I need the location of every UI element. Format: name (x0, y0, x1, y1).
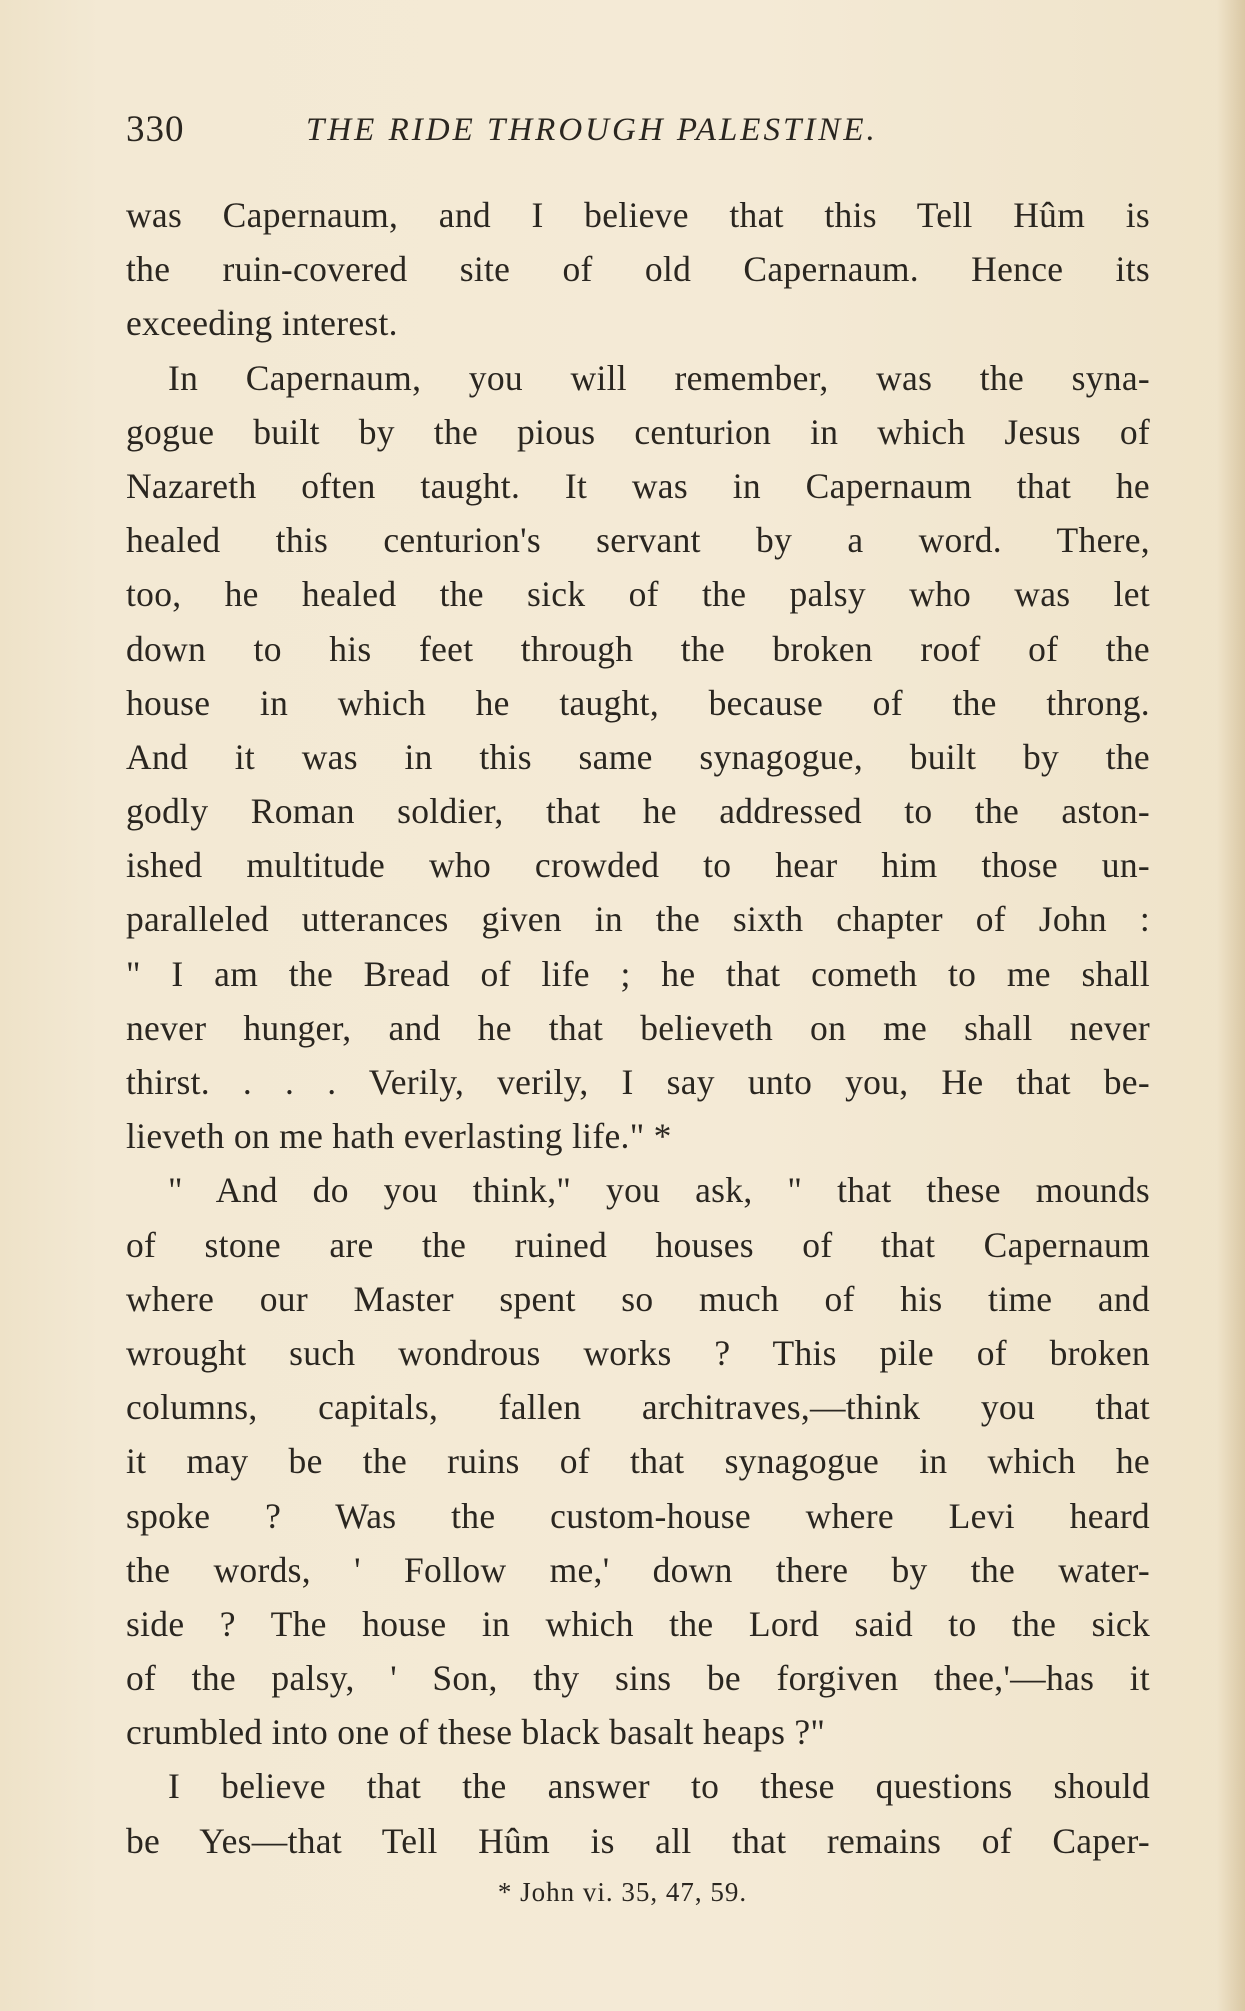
text-line: never hunger, and he that believeth on me shall never (126, 1007, 1150, 1048)
text-line: crumbled into one of these black basalt heaps ?" (126, 1712, 826, 1753)
text-line: the words, ' Follow me,' down there by the water- (126, 1549, 1150, 1590)
body-text (126, 188, 1150, 1868)
text-line: I believe that the answer to these questions should (168, 1766, 1150, 1807)
running-title: THE RIDE THROUGH PALESTINE. (306, 112, 878, 148)
page-edge-shadow (1217, 0, 1245, 2011)
text-line: where our Master spent so much of his time and (126, 1278, 1150, 1319)
text-line: be Yes—that Tell Hûm is all that remains of Caper- (126, 1820, 1150, 1861)
text-line: it may be the ruins of that synagogue in which he (126, 1441, 1150, 1482)
text-line: down to his feet through the broken roof of the (126, 628, 1150, 669)
text-line: side ? The house in which the Lord said to the sick (126, 1603, 1150, 1644)
text-line: was Capernaum, and I believe that this Tell Hûm is (126, 195, 1150, 235)
page-header (126, 108, 1176, 158)
text-line: gogue built by the pious centurion in which Jesus of (126, 411, 1150, 452)
text-line: healed this centurion's servant by a word. There, (126, 520, 1150, 561)
text-line: " And do you think," you ask, " that these mounds (168, 1170, 1150, 1211)
text-line: " I am the Bread of life ; he that cometh to me shall (126, 953, 1150, 994)
text-line: In Capernaum, you will remember, was the syna- (168, 357, 1150, 398)
text-line: Nazareth often taught. It was in Capernaum that he (126, 465, 1150, 506)
text-line: of the palsy, ' Son, thy sins be forgiven thee,'—has it (126, 1658, 1150, 1699)
text-line: And it was in this same synagogue, built by the (126, 736, 1150, 777)
text-line: spoke ? Was the custom-house where Levi heard (126, 1495, 1150, 1536)
text-line: the ruin-covered site of old Capernaum. Hence its (126, 249, 1150, 290)
page-number: 330 (126, 109, 185, 150)
text-line: paralleled utterances given in the sixth chapter of John : (126, 899, 1150, 940)
text-line: too, he healed the sick of the palsy who was let (126, 574, 1150, 615)
text-line: house in which he taught, because of the throng. (126, 682, 1150, 723)
footnote: * John vi. 35, 47, 59. (497, 1877, 748, 1907)
text-line: of stone are the ruined houses of that Capernaum (126, 1224, 1150, 1265)
text-line: wrought such wondrous works ? This pile of broken (126, 1332, 1150, 1373)
text-line: godly Roman soldier, that he addressed to the aston- (126, 791, 1150, 832)
text-line: lieveth on me hath everlasting life." * (126, 1116, 672, 1157)
text-line: exceeding interest. (126, 303, 398, 344)
text-line: ished multitude who crowded to hear him those un- (126, 845, 1150, 886)
text-line: thirst. . . . Verily, verily, I say unto you, He that be- (126, 1062, 1150, 1102)
text-line: columns, capitals, fallen architraves,—think you that (126, 1387, 1150, 1428)
